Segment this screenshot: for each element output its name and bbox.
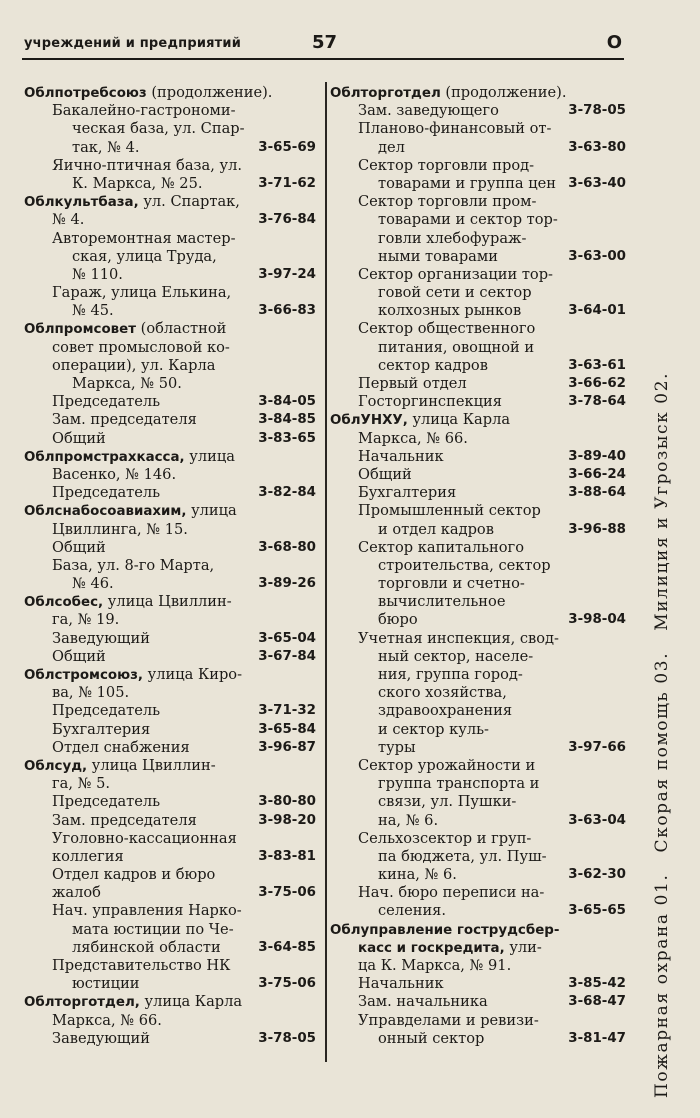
entry-text: операции), ул. Карла bbox=[52, 356, 216, 374]
page-number: 57 bbox=[312, 32, 338, 53]
phone-number: 3-63-40 bbox=[564, 175, 626, 193]
entry-text: Зам. начальника bbox=[358, 993, 488, 1011]
entry-text: товарами и сектор тор- bbox=[378, 211, 558, 229]
directory-line bbox=[330, 684, 628, 702]
entry-text: ческая база, ул. Спар- bbox=[72, 120, 245, 138]
directory-entry bbox=[330, 102, 628, 120]
entry-text: Начальник bbox=[358, 975, 444, 993]
entry-text: Председатель bbox=[52, 702, 161, 720]
directory-line bbox=[24, 775, 318, 793]
phone-number: 3-98-04 bbox=[564, 611, 626, 629]
emergency-numbers bbox=[652, 358, 672, 1098]
entry-text: ния, группа город- bbox=[378, 666, 523, 683]
entry-text: Сектор общественного bbox=[358, 320, 536, 338]
entry-text: Сектор торговли прод- bbox=[358, 156, 535, 174]
directory-line bbox=[330, 921, 628, 939]
entry-text: строительства, сектор bbox=[378, 556, 551, 574]
entry-text: Общий bbox=[358, 465, 412, 483]
directory-line bbox=[330, 666, 628, 684]
directory-line bbox=[24, 757, 318, 775]
entry-text: Яично-птичная база, ул. bbox=[52, 156, 242, 174]
entry-text: Сектор торговли пром- bbox=[358, 193, 537, 211]
phone-number: 3-96-87 bbox=[254, 739, 316, 757]
organization-heading: Облпотребсоюз (продолжение). bbox=[24, 84, 273, 101]
directory-line bbox=[330, 339, 628, 357]
entry-text: мата юстиции по Че- bbox=[72, 920, 234, 938]
section-letter: О bbox=[606, 32, 622, 53]
organization-name: Облпотребсоюз bbox=[24, 86, 147, 101]
phone-number: 3-98-20 bbox=[254, 812, 316, 830]
directory-entry bbox=[24, 302, 318, 320]
phone-number: 3-66-83 bbox=[254, 302, 316, 320]
organization-name: Облторготдел, bbox=[24, 995, 140, 1011]
entry-text: ца К. Маркса, № 91. bbox=[358, 957, 512, 974]
directory-line bbox=[330, 84, 628, 102]
directory-entry bbox=[24, 575, 318, 593]
phone-number: 3-97-66 bbox=[564, 739, 626, 757]
entry-text: вычислительное bbox=[378, 593, 506, 611]
entry-text: Цвиллинга, № 15. bbox=[52, 520, 188, 538]
directory-line bbox=[330, 157, 628, 175]
directory-entry bbox=[24, 648, 318, 666]
phone-number: 3-65-84 bbox=[254, 721, 316, 739]
entry-text: Бухгалтерия bbox=[358, 484, 457, 502]
organization-heading bbox=[330, 921, 559, 938]
entry-text: группа транспорта и bbox=[378, 775, 540, 793]
directory-entry bbox=[24, 975, 318, 993]
entry-text: и отдел кадров bbox=[378, 520, 494, 538]
phone-number: 3-65-04 bbox=[254, 630, 316, 648]
entry-text: Общий bbox=[52, 647, 106, 665]
directory-line bbox=[24, 448, 318, 466]
entry-text: га, № 5. bbox=[52, 775, 110, 793]
directory-entry bbox=[330, 139, 628, 157]
organization-name: касс и госкредита, bbox=[358, 940, 505, 956]
entry-text: № 4. bbox=[52, 211, 85, 229]
right-column bbox=[330, 84, 628, 1048]
directory-entry bbox=[330, 466, 628, 484]
entry-text: сектор кадров bbox=[378, 356, 488, 374]
entry-text: Гараж, улица Елькина, bbox=[52, 284, 232, 302]
phone-number: 3-64-85 bbox=[254, 939, 316, 957]
directory-line bbox=[24, 375, 318, 393]
organization-heading: касс и госкредита, ули- bbox=[358, 938, 542, 956]
directory-entry bbox=[24, 702, 318, 720]
directory-line bbox=[24, 502, 318, 520]
entry-text: Заведующий bbox=[52, 629, 150, 647]
entry-text: питания, овощной и bbox=[378, 338, 535, 356]
entry-text: К. Маркса, № 25. bbox=[72, 174, 203, 192]
directory-line bbox=[330, 830, 628, 848]
phone-number: 3-65-65 bbox=[564, 902, 626, 920]
directory-entry bbox=[330, 175, 628, 193]
directory-entry bbox=[330, 393, 628, 411]
phone-number: 3-71-62 bbox=[254, 175, 316, 193]
directory-line bbox=[24, 557, 318, 575]
directory-line bbox=[24, 193, 318, 211]
organization-heading: Облкультбаза, ул. Спартак, bbox=[24, 193, 240, 211]
entry-text: товарами и группа цен bbox=[378, 174, 557, 192]
directory-line bbox=[24, 248, 318, 266]
entry-text: Начальник bbox=[358, 447, 444, 465]
entry-text: Сектор урожайности и bbox=[358, 756, 536, 774]
entry-text: дел bbox=[378, 138, 405, 156]
phone-number: 3-81-47 bbox=[564, 1030, 626, 1048]
phone-number: 3-66-62 bbox=[564, 375, 626, 393]
entry-text: Сельхозсектор и груп- bbox=[358, 829, 532, 847]
phone-number: 3-83-65 bbox=[254, 430, 316, 448]
phone-number: 3-75-06 bbox=[254, 884, 316, 902]
directory-entry bbox=[24, 721, 318, 739]
phone-number: 3-63-61 bbox=[564, 357, 626, 375]
organization-heading: Облсобес, улица Цвиллин- bbox=[24, 593, 232, 611]
directory-entry bbox=[24, 630, 318, 648]
organization-heading: Облпромстрахкасса, улица bbox=[24, 447, 235, 465]
entry-text: Зам. председателя bbox=[52, 811, 197, 829]
phone-number: 3-78-64 bbox=[564, 393, 626, 411]
entry-text: Общий bbox=[52, 538, 106, 556]
phone-number: 3-82-84 bbox=[254, 484, 316, 502]
left-column bbox=[24, 84, 318, 1048]
directory-line bbox=[330, 648, 628, 666]
entry-text: связи, ул. Пушки- bbox=[378, 793, 517, 811]
directory-line bbox=[330, 575, 628, 593]
phone-number: 3-76-84 bbox=[254, 211, 316, 229]
emergency-sidebar bbox=[628, 0, 676, 1118]
directory-line bbox=[24, 284, 318, 302]
organization-name: Облуправление гострудсбер- bbox=[330, 922, 560, 938]
entry-text: Маркса, № 66. bbox=[358, 429, 468, 447]
entry-text: Васенко, № 146. bbox=[52, 465, 177, 483]
entry-text: Авторемонтная мастер- bbox=[52, 229, 236, 247]
organization-name: Облкультбаза, bbox=[24, 195, 139, 211]
organization-name: Облсобес, bbox=[24, 595, 104, 611]
directory-line bbox=[24, 921, 318, 939]
entry-text: Учетная инспекция, свод- bbox=[358, 629, 559, 647]
organization-heading: Облпромсовет (областной bbox=[24, 320, 227, 338]
emergency-police: Милиция и Угрозыск 02. bbox=[652, 371, 672, 631]
directory-line bbox=[24, 102, 318, 120]
entry-text: Зам. председателя bbox=[52, 411, 197, 429]
entry-text: ными товарами bbox=[378, 247, 498, 265]
entry-text: Представительство НК bbox=[52, 957, 231, 974]
directory-line bbox=[330, 193, 628, 211]
directory-line bbox=[330, 848, 628, 866]
directory-entry bbox=[24, 211, 318, 229]
entry-text: онный сектор bbox=[378, 1029, 485, 1047]
entry-text: № 110. bbox=[72, 265, 123, 283]
entry-text: и сектор куль- bbox=[378, 720, 489, 738]
directory-entry bbox=[24, 539, 318, 557]
directory-line bbox=[330, 702, 628, 720]
directory-entry bbox=[330, 993, 628, 1011]
entry-text: Промышленный сектор bbox=[358, 502, 541, 520]
phone-number: 3-96-88 bbox=[564, 521, 626, 539]
phone-number: 3-63-00 bbox=[564, 248, 626, 266]
organization-heading: Облстромсоюз, улица Киро- bbox=[24, 666, 243, 683]
page-header bbox=[22, 30, 624, 60]
organization-name: Облпромсовет bbox=[24, 322, 136, 338]
entry-text: здравоохранения bbox=[378, 702, 513, 720]
entry-text: Маркса, № 50. bbox=[72, 375, 182, 392]
directory-line bbox=[24, 120, 318, 138]
entry-text: селения. bbox=[378, 902, 447, 920]
emergency-fire: Пожарная охрана 01. bbox=[652, 873, 672, 1098]
phone-number: 3-67-84 bbox=[254, 648, 316, 666]
organization-heading: Облснабосоавиахим, улица bbox=[24, 502, 237, 520]
entry-text: Заведующий bbox=[52, 1029, 150, 1047]
entry-text: торговли и счетно- bbox=[378, 575, 525, 593]
directory-line bbox=[330, 230, 628, 248]
directory-line bbox=[24, 830, 318, 848]
directory-line bbox=[330, 539, 628, 557]
entry-text: Общий bbox=[52, 429, 106, 447]
directory-line bbox=[24, 157, 318, 175]
phone-number: 3-62-30 bbox=[564, 866, 626, 884]
entry-text: кина, № 6. bbox=[378, 866, 457, 884]
running-head: учреждений и предприятий bbox=[24, 36, 242, 51]
entry-text: Планово-финансовый от- bbox=[358, 120, 552, 138]
directory-line bbox=[24, 611, 318, 629]
directory-entry bbox=[330, 375, 628, 393]
entry-text: Нач. управления Нарко- bbox=[52, 902, 242, 920]
organization-name: Облторготдел bbox=[330, 86, 441, 101]
entry-text: па бюджета, ул. Пуш- bbox=[378, 847, 547, 865]
directory-entry bbox=[330, 812, 628, 830]
directory-entry bbox=[330, 448, 628, 466]
directory-line bbox=[330, 430, 628, 448]
phone-number: 3-97-24 bbox=[254, 266, 316, 284]
entry-text: Нач. бюро переписи на- bbox=[358, 884, 545, 902]
directory-entry bbox=[330, 866, 628, 884]
phone-number: 3-84-05 bbox=[254, 393, 316, 411]
directory-entry bbox=[330, 611, 628, 629]
entry-text: Председатель bbox=[52, 484, 161, 502]
phone-number: 3-78-05 bbox=[254, 1030, 316, 1048]
organization-name: Облпромстрахкасса, bbox=[24, 449, 185, 465]
directory-line bbox=[24, 666, 318, 684]
directory-entry bbox=[24, 939, 318, 957]
directory-entry bbox=[330, 739, 628, 757]
directory-line bbox=[24, 466, 318, 484]
directory-line bbox=[24, 593, 318, 611]
entry-text: совет промысловой ко- bbox=[52, 338, 230, 356]
entry-text: Маркса, № 66. bbox=[52, 1011, 162, 1029]
directory-entry bbox=[24, 411, 318, 429]
entry-text: Первый отдел bbox=[358, 375, 467, 392]
directory-line bbox=[330, 411, 628, 429]
entry-text: Зам. заведующего bbox=[358, 102, 499, 120]
directory-entry bbox=[24, 484, 318, 502]
directory-line bbox=[330, 1012, 628, 1030]
entry-text: Сектор организации тор- bbox=[358, 265, 553, 283]
phone-number: 3-63-04 bbox=[564, 812, 626, 830]
directory-entry bbox=[24, 393, 318, 411]
phone-number: 3-71-32 bbox=[254, 702, 316, 720]
directory-entry bbox=[24, 139, 318, 157]
directory-line bbox=[330, 211, 628, 229]
organization-name: ОблУНХУ, bbox=[330, 413, 408, 429]
entry-text: на, № 6. bbox=[378, 811, 439, 829]
entry-text: ского хозяйства, bbox=[378, 684, 507, 702]
emergency-ambulance: Скорая помощь 03. bbox=[652, 651, 672, 853]
entry-text: Председатель bbox=[52, 793, 161, 811]
directory-entry bbox=[330, 1030, 628, 1048]
organization-name: Облсуд, bbox=[24, 758, 88, 774]
entry-text: колхозных рынков bbox=[378, 302, 522, 320]
directory-entry bbox=[330, 902, 628, 920]
phone-number: 3-68-80 bbox=[254, 539, 316, 557]
entry-text: говой сети и сектор bbox=[378, 284, 532, 302]
phone-number: 3-88-64 bbox=[564, 484, 626, 502]
column-divider bbox=[325, 82, 327, 1062]
directory-line bbox=[24, 684, 318, 702]
directory-entry bbox=[330, 521, 628, 539]
entry-text: № 46. bbox=[72, 575, 114, 593]
directory-line bbox=[24, 339, 318, 357]
entry-text: так, № 4. bbox=[72, 138, 140, 156]
entry-text: ный сектор, населе- bbox=[378, 647, 534, 665]
directory-line bbox=[330, 593, 628, 611]
entry-text: лябинской области bbox=[72, 938, 221, 956]
directory-line bbox=[330, 557, 628, 575]
directory-entry bbox=[330, 484, 628, 502]
entry-text: га, № 19. bbox=[52, 611, 120, 629]
entry-text: № 45. bbox=[72, 302, 114, 320]
directory-entry bbox=[24, 739, 318, 757]
directory-entry bbox=[24, 848, 318, 866]
directory-line bbox=[24, 320, 318, 338]
entry-text: Управделами и ревизи- bbox=[358, 1011, 539, 1029]
phone-number: 3-78-05 bbox=[564, 102, 626, 120]
phone-number: 3-66-24 bbox=[564, 466, 626, 484]
phone-number: 3-64-01 bbox=[564, 302, 626, 320]
directory-entry bbox=[24, 430, 318, 448]
entry-text: коллегия bbox=[52, 847, 124, 865]
organization-heading: Облсуд, улица Цвиллин- bbox=[24, 756, 216, 774]
entry-text: говли хлебофураж- bbox=[378, 229, 527, 247]
directory-line bbox=[330, 957, 628, 975]
organization-name: Облстромсоюз, bbox=[24, 668, 143, 683]
directory-line bbox=[330, 775, 628, 793]
directory-line bbox=[330, 793, 628, 811]
phone-number: 3-83-81 bbox=[254, 848, 316, 866]
directory-line bbox=[24, 902, 318, 920]
directory-line bbox=[24, 230, 318, 248]
organization-heading: Облторготдел, улица Карла bbox=[24, 993, 243, 1011]
phone-number: 3-89-26 bbox=[254, 575, 316, 593]
entry-text: Госторгинспекция bbox=[358, 393, 502, 411]
entry-text: бюро bbox=[378, 611, 418, 629]
phone-number: 3-63-80 bbox=[564, 139, 626, 157]
phone-number: 3-65-69 bbox=[254, 139, 316, 157]
directory-entry bbox=[24, 812, 318, 830]
directory-line bbox=[330, 939, 628, 957]
phone-number: 3-89-40 bbox=[564, 448, 626, 466]
directory-entry bbox=[330, 357, 628, 375]
directory-line bbox=[330, 320, 628, 338]
directory-line bbox=[330, 630, 628, 648]
directory-entry bbox=[330, 975, 628, 993]
entry-text: Бухгалтерия bbox=[52, 720, 151, 738]
entry-text: Председатель bbox=[52, 393, 161, 411]
directory-line bbox=[330, 884, 628, 902]
entry-text: юстиции bbox=[72, 975, 140, 993]
organization-heading: Облторготдел (продолжение). bbox=[330, 84, 567, 101]
directory-line bbox=[24, 957, 318, 975]
entry-text: Отдел снабжения bbox=[52, 738, 190, 756]
directory-entry bbox=[24, 266, 318, 284]
entry-text: ва, № 105. bbox=[52, 684, 130, 702]
directory-line bbox=[330, 757, 628, 775]
directory-line bbox=[24, 84, 318, 102]
entry-text: Сектор капитального bbox=[358, 538, 524, 556]
directory-entry bbox=[24, 1030, 318, 1048]
directory-line bbox=[24, 521, 318, 539]
directory-entry bbox=[330, 302, 628, 320]
phone-number: 3-80-80 bbox=[254, 793, 316, 811]
phone-number: 3-75-06 bbox=[254, 975, 316, 993]
directory-entry bbox=[24, 884, 318, 902]
directory-line bbox=[330, 502, 628, 520]
directory-line bbox=[330, 266, 628, 284]
directory-line bbox=[24, 993, 318, 1011]
entry-text: Уголовно-кассационная bbox=[52, 829, 237, 847]
entry-text: Бакалейно-гастрономи- bbox=[52, 102, 236, 120]
entry-text: База, ул. 8-го Марта, bbox=[52, 556, 215, 574]
entry-text: Отдел кадров и бюро bbox=[52, 866, 216, 884]
directory-entry bbox=[330, 248, 628, 266]
directory-entry bbox=[24, 175, 318, 193]
entry-text: жалоб bbox=[52, 884, 101, 902]
directory-line bbox=[24, 866, 318, 884]
directory-line bbox=[24, 357, 318, 375]
directory-line bbox=[24, 1012, 318, 1030]
organization-heading: ОблУНХУ, улица Карла bbox=[330, 411, 511, 429]
entry-text: туры bbox=[378, 738, 416, 756]
phone-number: 3-68-47 bbox=[564, 993, 626, 1011]
directory-entry bbox=[24, 793, 318, 811]
directory-line bbox=[330, 120, 628, 138]
directory-line bbox=[330, 721, 628, 739]
phone-number: 3-85-42 bbox=[564, 975, 626, 993]
directory-line bbox=[330, 284, 628, 302]
entry-text: ская, улица Труда, bbox=[72, 247, 217, 265]
phone-number: 3-84-85 bbox=[254, 411, 316, 429]
organization-name: Облснабосоавиахим, bbox=[24, 504, 187, 520]
